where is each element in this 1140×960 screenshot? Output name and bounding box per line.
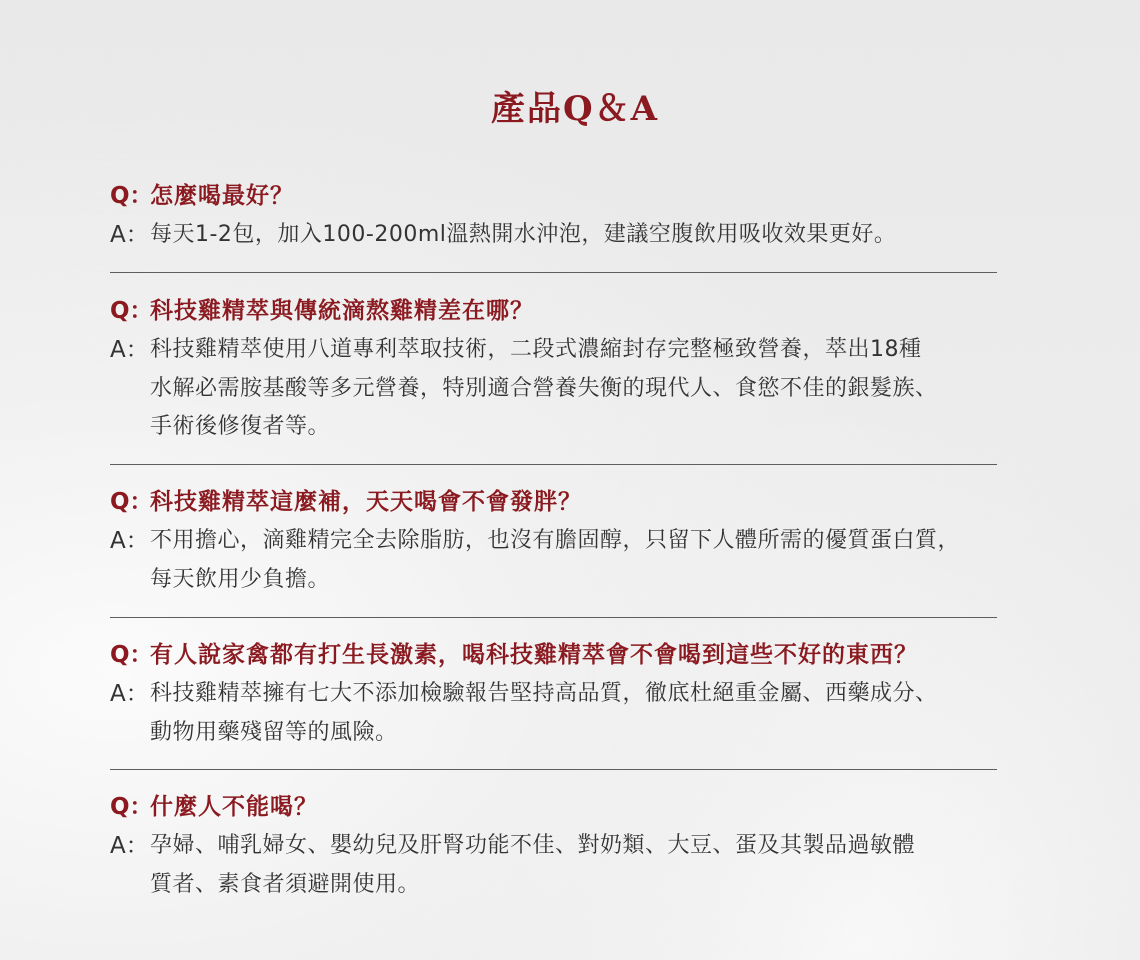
answer-line: 每天1-2包，加入100-200ml溫熱開水沖泡，建議空腹飲用吸收效果更好。 — [150, 222, 897, 247]
answer-text — [150, 331, 938, 447]
answer-row — [110, 522, 1030, 599]
question-prefix: Q： — [110, 298, 153, 324]
question-row — [110, 293, 1030, 329]
answer-text — [150, 827, 915, 904]
question-prefix: Q： — [110, 642, 153, 668]
answer-prefix: A： — [110, 833, 149, 859]
faq-item — [110, 637, 1030, 752]
answer-text — [150, 216, 896, 255]
faq-item — [110, 178, 1030, 255]
answer-line: 科技雞精萃使用八道專利萃取技術，二段式濃縮封存完整極致營養，萃出18種 — [150, 337, 922, 362]
answer-text — [150, 675, 938, 752]
answer-row — [110, 331, 1030, 447]
answer-line: 質者、素食者須避開使用。 — [150, 871, 421, 897]
faq-divider — [110, 617, 997, 618]
question-text: 什麼人不能喝？ — [150, 793, 318, 820]
answer-text — [150, 522, 960, 599]
question-text: 科技雞精萃這麼補，天天喝會不會發胖？ — [150, 488, 582, 515]
answer-line: 孕婦、哺乳婦女、嬰幼兒及肝腎功能不佳、對奶類、大豆、蛋及其製品過敏體 — [150, 833, 916, 858]
faq-item — [110, 484, 1030, 599]
question-text: 科技雞精萃與傳統滴熬雞精差在哪？ — [150, 297, 534, 324]
answer-line: 水解必需胺基酸等多元營養，特別適合營養失衡的現代人、食慾不佳的銀髮族、 — [150, 375, 938, 401]
faq-item — [110, 789, 1030, 904]
answer-line: 每天飲用少負擔。 — [150, 566, 331, 592]
faq-item — [110, 293, 1030, 447]
answer-line: 手術後修復者等。 — [150, 414, 331, 439]
page-title: 產品Q＆A — [491, 89, 659, 129]
question-row — [110, 637, 1030, 673]
answer-prefix: A： — [110, 528, 149, 554]
question-text: 有人說家禽都有打生長激素，喝科技雞精萃會不會喝到這些不好的東西？ — [150, 641, 918, 668]
answer-line: 科技雞精萃擁有七大不添加檢驗報告堅持高品質，徹底杜絕重金屬、西藥成分、 — [150, 681, 938, 706]
answer-prefix: A： — [110, 222, 149, 248]
question-prefix: Q： — [110, 183, 153, 209]
question-text: 怎麼喝最好？ — [150, 182, 294, 209]
question-row — [110, 178, 1030, 214]
question-row — [110, 789, 1030, 825]
question-prefix: Q： — [110, 794, 153, 820]
answer-row — [110, 216, 1030, 255]
answer-line: 動物用藥殘留等的風險。 — [150, 719, 398, 745]
answer-row — [110, 827, 1030, 904]
answer-prefix: A： — [110, 681, 149, 707]
answer-prefix: A： — [110, 337, 149, 363]
faq-divider — [110, 272, 997, 273]
faq-divider — [110, 769, 997, 770]
answer-row — [110, 675, 1030, 752]
faq-divider — [110, 464, 997, 465]
question-row — [110, 484, 1030, 520]
answer-line: 不用擔心，滴雞精完全去除脂肪，也沒有膽固醇，只留下人體所需的優質蛋白質， — [150, 528, 961, 553]
question-prefix: Q： — [110, 489, 153, 515]
